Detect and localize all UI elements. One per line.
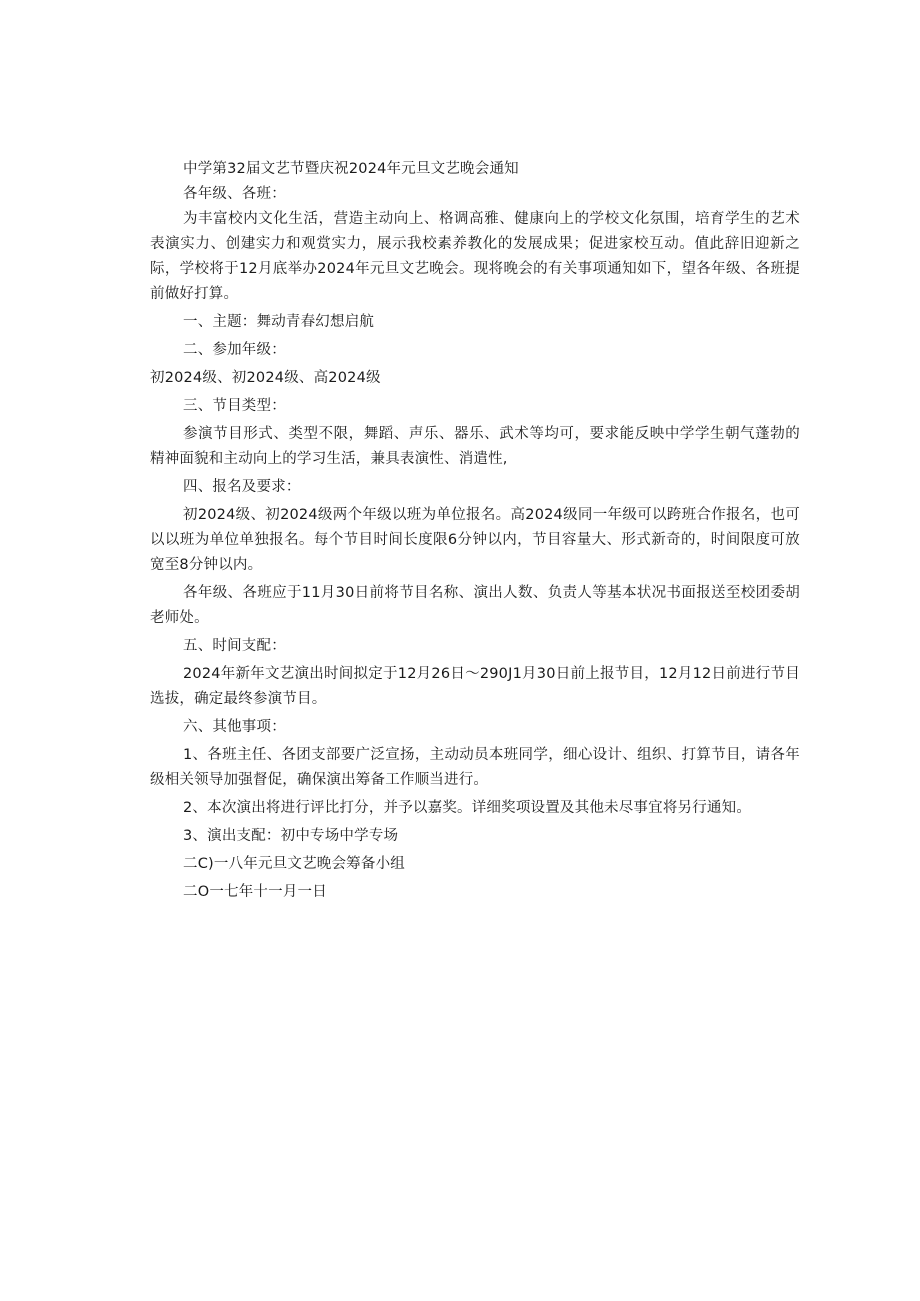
types-heading: 三、节目类型： bbox=[183, 398, 286, 414]
schedule-heading: 五、时间支配： bbox=[183, 638, 286, 654]
other-item-3: 3、演出支配：初中专场中学专场 bbox=[183, 828, 399, 844]
signup-paragraph-2: 各年级、各班应于11月30日前将节目名称、演出人数、负责人等基本状况书面报送至校团委胡老师处。 bbox=[150, 585, 800, 626]
signup-heading: 四、报名及要求： bbox=[183, 479, 301, 495]
types-paragraph: 参演节目形式、类型不限，舞蹈、声乐、器乐、武术等均可，要求能反映中学学生朝气蓬勃的精神面貌和主动向上的学习生活，兼具表演性、消遣性, bbox=[150, 426, 800, 467]
theme-line: 一、主题：舞动青春幻想启航 bbox=[183, 314, 375, 330]
notice-title: 中学第32届文艺节暨庆祝2024年元旦文艺晚会通知 bbox=[183, 161, 519, 177]
signature: 二C)一八年元旦文艺晚会筹备小组 bbox=[183, 856, 405, 872]
date: 二O一七年十一月一日 bbox=[183, 884, 327, 900]
other-heading: 六、其他事项： bbox=[183, 719, 286, 735]
signup-paragraph-1: 初2024级、初2024级两个年级以班为单位报名。高2024级同一年级可以跨班合作报名，也可以以班为单位单独报名。每个节目时间长度限6分钟以内，节目容量大、形式新奇的，时间限度可放宽至8分钟以内。 bbox=[150, 507, 800, 573]
grades-heading: 二、参加年级： bbox=[183, 342, 286, 358]
schedule-paragraph: 2024年新年文艺演出时间拟定于12月26日～290J1月30日前上报节目，12月12日前进行节目选拔，确定最终参演节目。 bbox=[150, 666, 800, 707]
intro-paragraph: 为丰富校内文化生活，营造主动向上、格调高雅、健康向上的学校文化氛围，培育学生的艺术表演实力、创建实力和观赏实力，展示我校素养教化的发展成果；促进家校互动。值此辞旧迎新之际，学校将于12月底举办2024年元旦文艺晚会。现将晚会的有关事项通知如下，望各年级、各班提前做好打算。 bbox=[150, 211, 800, 302]
salutation: 各年级、各班： bbox=[183, 186, 286, 202]
other-item-1: 1、各班主任、各团支部要广泛宣扬，主动动员本班同学，细心设计、组织、打算节目，请各年级相关领导加强督促，确保演出筹备工作顺当进行。 bbox=[150, 747, 800, 788]
other-item-2: 2、本次演出将进行评比打分，并予以嘉奖。详细奖项设置及其他未尽事宜将另行通知。 bbox=[183, 800, 752, 816]
notice-body bbox=[150, 157, 800, 905]
grades-list: 初2024级、初2024级、高2024级 bbox=[150, 370, 381, 386]
